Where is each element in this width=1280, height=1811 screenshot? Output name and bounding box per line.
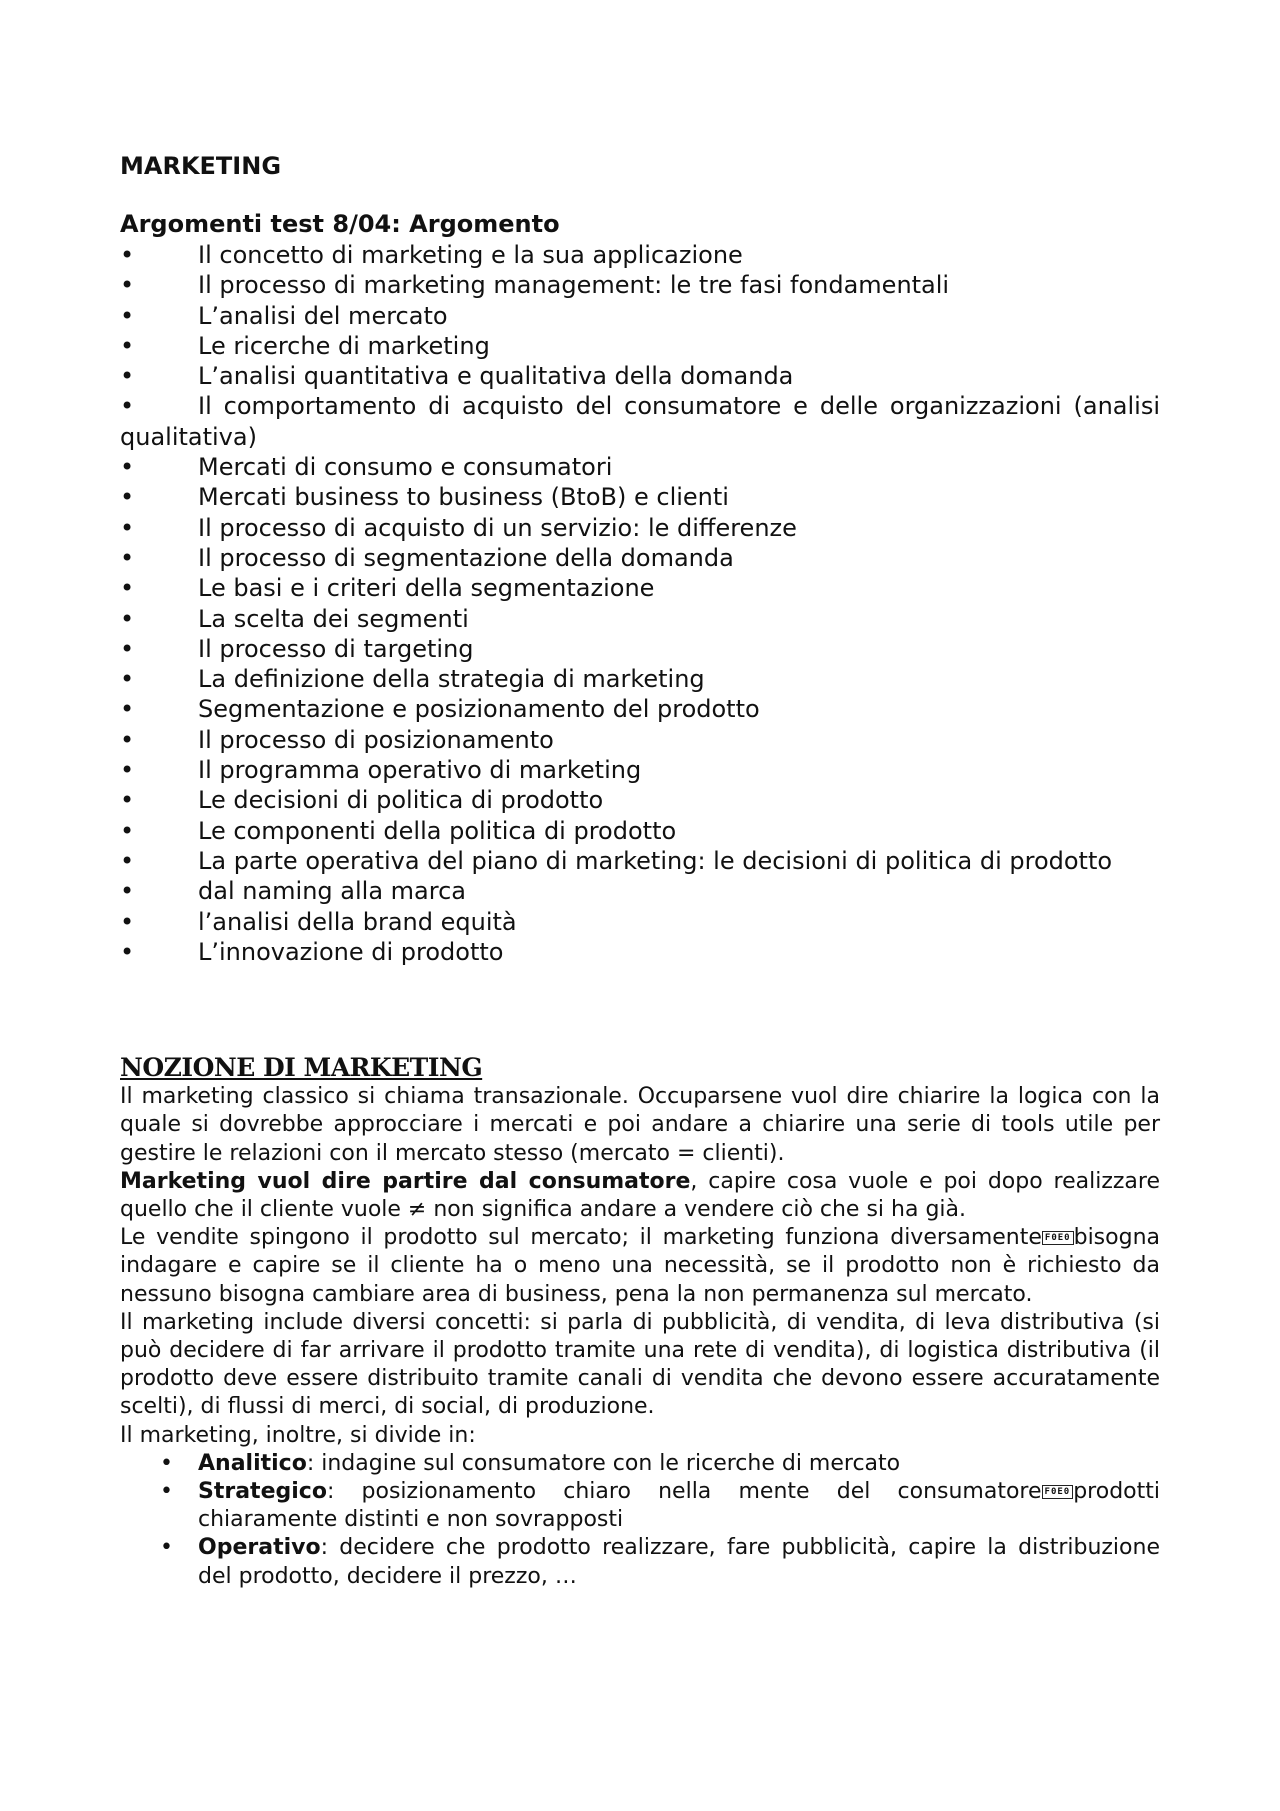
bullet-icon: • [120,725,135,754]
list-item: • dal naming alla marca [120,877,466,906]
bullet-icon: • [120,907,135,936]
list-item: • Le componenti della politica di prodotto [120,816,677,845]
bullet-icon: • [120,574,135,603]
bullet-icon: • [120,241,135,269]
paragraph-concepts: Il marketing include diversi concetti: si parla di pubblicità, di vendita, di leva distributiva (si può decidere di far arrivare il prodotto tramite una rete di vendita), di logistica distributiva (il prodotto deve essere distribuito tramite canali di vendita che devono essere accuratamente scelti), di flussi di merci, di social, di produzione. [120,1309,1160,1420]
list-item: • Il comportamento di acquisto del consumatore e delle organizzazioni (analisi qualitativa) [120,392,1160,451]
bullet-icon: • [120,786,135,815]
list-item: • Il processo di segmentazione della domanda [120,543,734,572]
bullet-icon: • [120,634,135,663]
paragraph-transactional: Il marketing classico si chiama transazionale. Occuparsene vuol dire chiarire la logica con la quale si dovrebbe approcciare i mercati e poi andare a chiarire una serie di tools utile per gestire le relazioni con il mercato stesso (mercato = clienti). [120,1084,1160,1166]
list-item: • Operativo: decidere che prodotto realizzare, fare pubblicità, capire la distribuzione del prodotto, decidere il prezzo, … [160,1535,1160,1589]
list-item: • L’innovazione di prodotto [120,937,504,966]
bullet-icon: • [120,604,135,633]
list-item: • Analitico: indagine sul consumatore con le ricerche di mercato [120,1450,1160,1478]
list-item: • L’analisi del mercato [120,301,448,330]
bullet-icon: • [120,756,135,785]
missing-glyph-icon: F0E0 [1042,1231,1074,1245]
bullet-icon: • [120,937,135,966]
missing-glyph-icon: F0E0 [1042,1485,1074,1499]
list-item: • Il processo di targeting [120,634,474,663]
section-heading: NOZIONE DI MARKETING [120,1053,483,1083]
bullet-icon: • [120,846,135,875]
kind-term: Analitico [198,1450,307,1476]
bullet-icon: • [120,877,135,906]
list-item: • Il programma operativo di marketing [120,756,642,785]
list-item: • l’analisi della brand equità [120,907,517,936]
bullet-icon: • [120,331,135,360]
list-item: • Strategico: posizionamento chiaro nella mente del consumatore F0E0 prodotti chiaramente distinti e non sovrapposti [160,1478,1160,1533]
bullet-icon: • [120,816,135,845]
bullet-icon: • [120,665,135,694]
list-item: • Segmentazione e posizionamento del prodotto [120,695,760,724]
document-page [120,150,1160,1591]
list-item: • Mercati di consumo e consumatori [120,453,613,482]
list-item: • La scelta dei segmenti [120,604,469,633]
bullet-icon: • [160,1450,173,1476]
list-item: • Le decisioni di politica di prodotto [120,786,604,815]
bullet-icon: • [120,483,135,512]
paragraph-division: Il marketing, inoltre, si divide in: [120,1422,476,1448]
topics-heading: Argomenti test 8/04: Argomento [120,210,560,238]
kind-term: Strategico [198,1478,327,1504]
list-item: • Il processo di posizionamento [120,725,554,754]
bullet-icon: • [160,1535,173,1561]
list-item: • Il processo di acquisto di un servizio: le differenze [120,513,797,542]
list-item: • Le ricerche di marketing [120,331,490,360]
list-item: • La definizione della strategia di marketing [120,665,705,694]
paragraph-consumer-bold: Marketing vuol dire partire dal consumatore [120,1168,691,1194]
bullet-icon: • [120,392,135,421]
bullet-icon: • [120,513,135,542]
list-item: • Le basi e i criteri della segmentazione [120,574,655,603]
bullet-icon: • [120,695,135,724]
list-item: • Mercati business to business (BtoB) e clienti [120,483,729,512]
list-item: • Il concetto di marketing e la sua applicazione [120,241,743,269]
paragraph-sales: Le vendite spingono il prodotto sul mercato; il marketing funziona diversamente F0E0 bisogna indagare e capire se il cliente ha o meno una necessità, se il prodotto non è richiesto da nessuno bisogna cambiare area di business, pena la non permanenza sul mercato. [120,1225,1160,1307]
bullet-icon: • [120,362,135,391]
bullet-icon: • [120,543,135,572]
topics-list [120,240,1160,967]
bullet-icon: • [160,1478,173,1504]
list-item: • La parte operativa del piano di marketing: le decisioni di politica di prodotto [120,846,1113,875]
list-item: • L’analisi quantitativa e qualitativa della domanda [120,362,794,391]
paragraph-consumer: Marketing vuol dire partire dal consumatore, capire cosa vuole e poi dopo realizzare quello che il cliente vuole ≠ non significa andare a vendere ciò che si ha già. [120,1168,1161,1222]
list-item: • Il processo di marketing management: le tre fasi fondamentali [120,271,950,300]
document-title: MARKETING [120,152,282,180]
marketing-kinds-list [120,1450,1160,1591]
bullet-icon: • [120,453,135,482]
kind-term: Operativo [198,1535,321,1561]
bullet-icon: • [120,271,135,300]
bullet-icon: • [120,301,135,330]
